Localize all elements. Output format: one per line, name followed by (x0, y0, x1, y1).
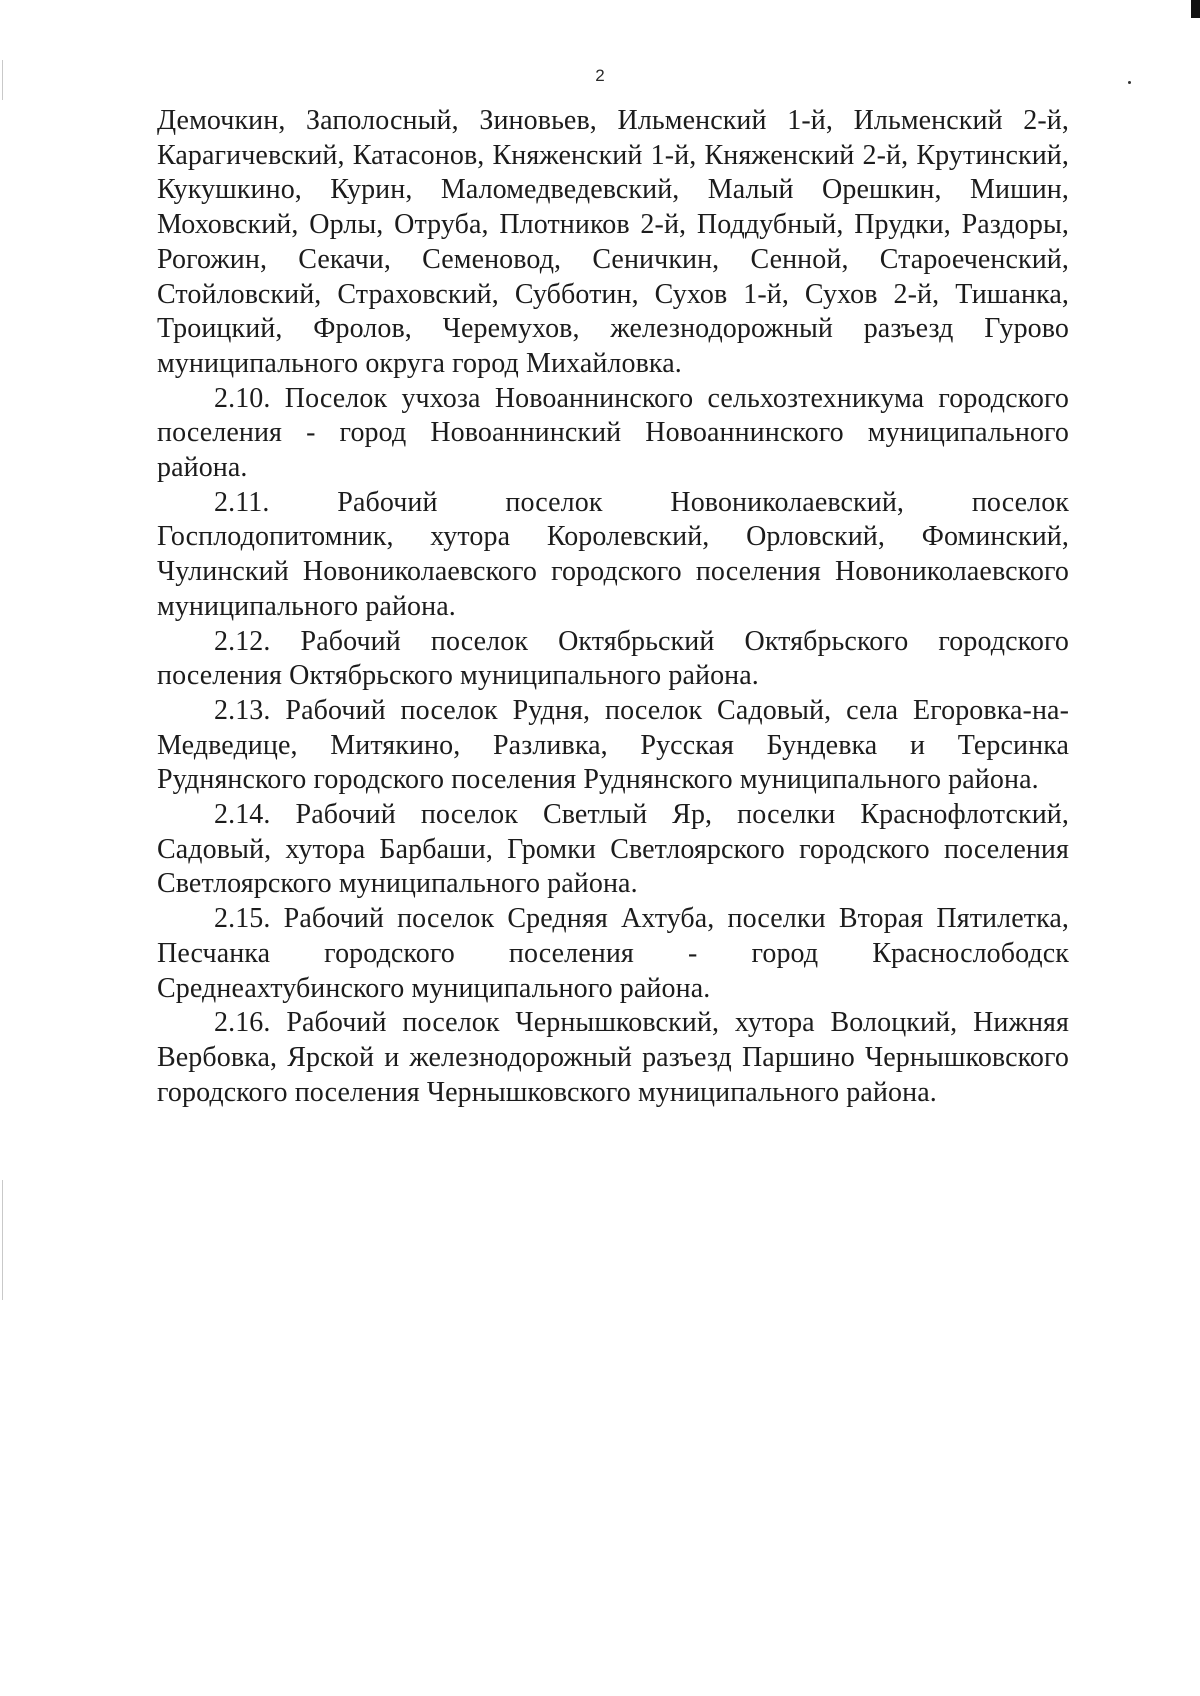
paragraph-2-12: 2.12. Рабочий поселок Октябрьский Октябрьского городского поселения Октябрьского муниципального района. (157, 625, 1069, 692)
page-number: 2 (595, 66, 605, 85)
paragraph-2-10: 2.10. Поселок учхоза Новоаннинского сельхозтехникума городского поселения - город Новоаннинский Новоаннинского муниципального района. (157, 382, 1069, 484)
paragraph-2-14: 2.14. Рабочий поселок Светлый Яр, поселки Краснофлотский, Садовый, хутора Барбаши, Громки Светлоярского городского поселения Светлоярского муниципального района. (157, 799, 1069, 900)
document-body (157, 104, 1069, 1110)
paragraph-continuation: Демочкин, Заполосный, Зиновьев, Ильменский 1-й, Ильменский 2-й, Карагичевский, Катасонов, Княженский 1-й, Княженский 2-й, Крутинский, Кукушкино, Курин, Маломедведевский, Малый Орешкин, Мишин, Моховский, Орлы, Отруба, Плотников 2-й, Поддубный, Прудки, Раздоры, Рогожин, Секачи, Семеновод, Сеничкин, Сенной, Староеченский, Стойловский, Страховский, Субботин, Сухов 1-й, Сухов 2-й, Тишанка, Троицкий, Фролов, Черемухов, железнодорожный разъезд Гурово муниципального округа город Михайловка. (157, 105, 1069, 379)
scan-edge-line (2, 1180, 3, 1300)
paragraph-2-11: 2.11. Рабочий поселок Новониколаевский, поселок Госплодопитомник, хутора Королевский, Орловский, Фоминский, Чулинский Новониколаевского городского поселения Новониколаевского муниципального района. (157, 486, 1069, 622)
paragraph-2-16: 2.16. Рабочий поселок Чернышковский, хутора Волоцкий, Нижняя Вербовка, Ярской и железнодорожный разъезд Паршино Чернышковского городского поселения Чернышковского муниципального района. (157, 1007, 1069, 1108)
scan-edge-mark (1191, 0, 1200, 18)
paragraph-2-15: 2.15. Рабочий поселок Средняя Ахтуба, поселки Вторая Пятилетка, Песчанка городского поселения - город Краснослободск Среднеахтубинского муниципального района. (157, 903, 1069, 1004)
paragraph-2-13: 2.13. Рабочий поселок Рудня, поселок Садовый, села Егоровка-на-Медведице, Митякино, Разливка, Русская Бундевка и Терсинка Руднянского городского поселения Руднянского муниципального района. (157, 694, 1069, 796)
